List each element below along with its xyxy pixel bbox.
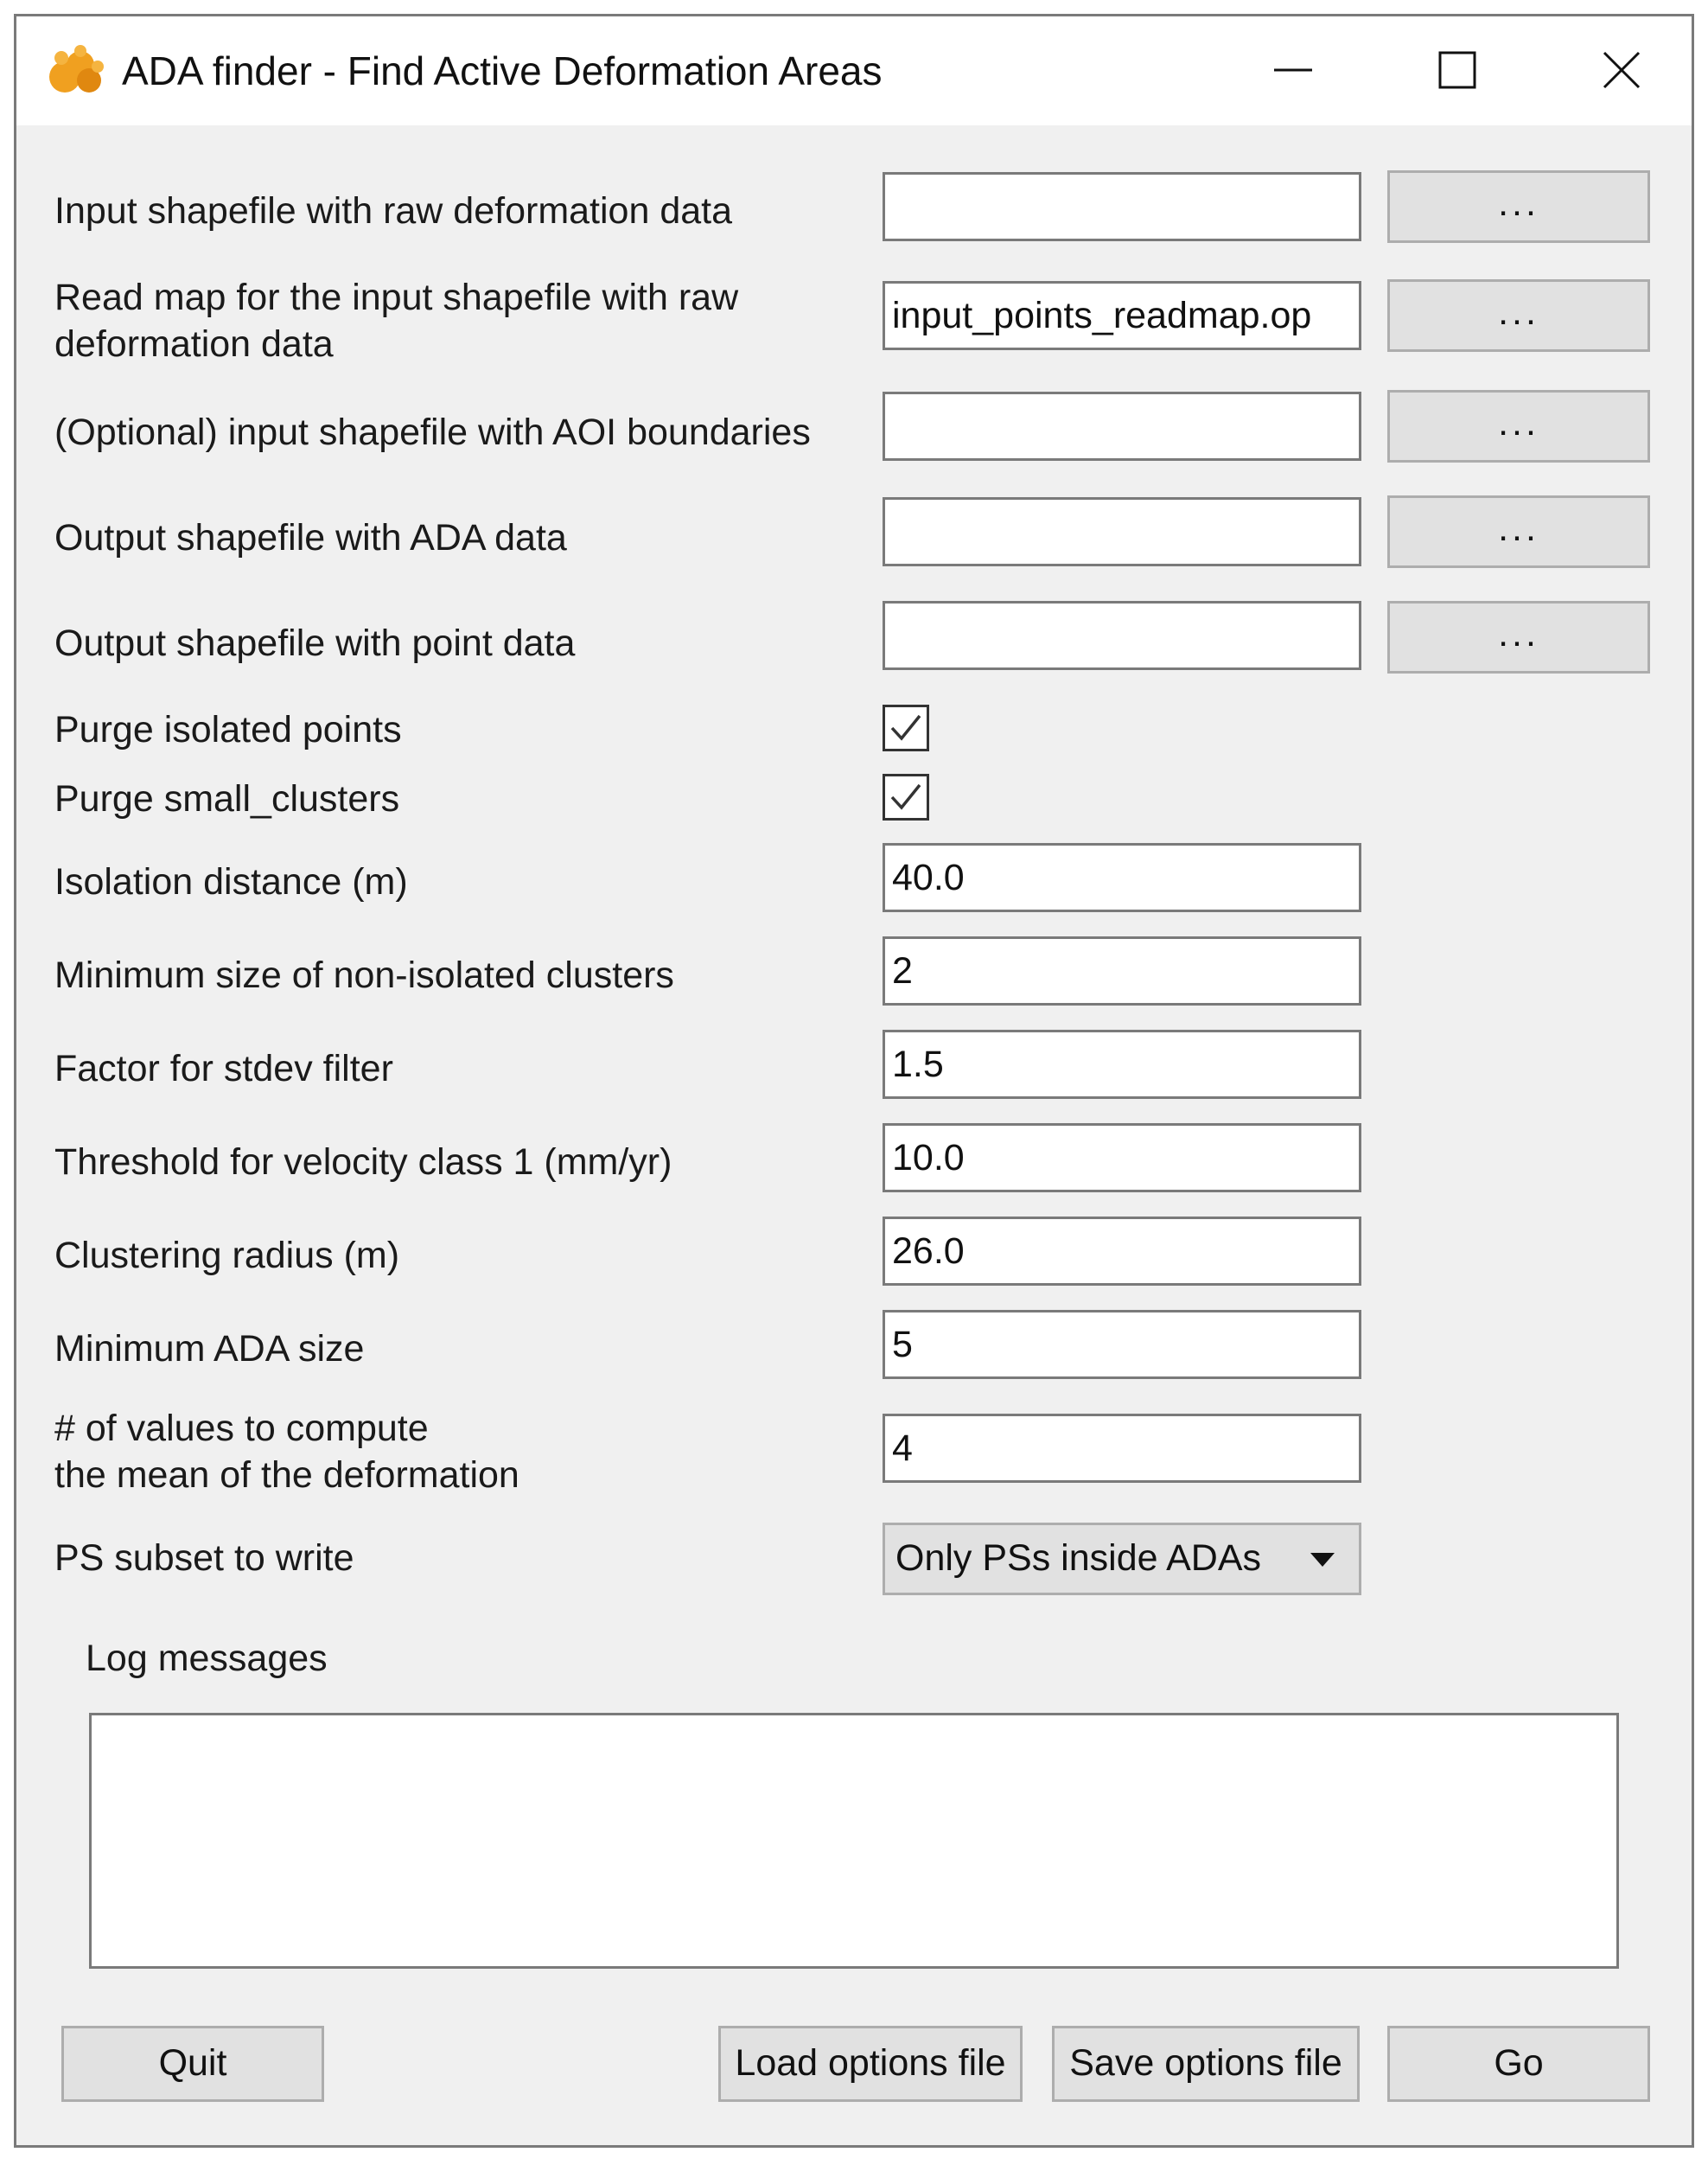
quit-button[interactable]: Quit [61,2026,324,2102]
stdev-factor-field[interactable]: 1.5 [883,1030,1361,1099]
output-points-label: Output shapefile with point data [54,623,576,664]
min-cluster-size-field[interactable]: 2 [883,936,1361,1006]
maximize-button[interactable] [1418,35,1496,106]
mean-values-label: # of values to compute the mean of the deformation [54,1408,519,1496]
mean-values-field[interactable]: 4 [883,1414,1361,1483]
stdev-factor-label: Factor for stdev filter [54,1048,393,1089]
go-button[interactable]: Go [1387,2026,1650,2102]
title-bar[interactable] [16,16,1692,125]
input-shapefile-field[interactable] [883,172,1361,241]
isolation-distance-label: Isolation distance (m) [54,861,408,903]
ps-subset-value: Only PSs inside ADAs [895,1537,1262,1579]
isolation-distance-field[interactable]: 40.0 [883,843,1361,912]
min-cluster-size-label: Minimum size of non-isolated clusters [54,955,674,996]
save-options-button[interactable]: Save options file [1052,2026,1360,2102]
output-ada-field[interactable] [883,497,1361,566]
purge-isolated-checkbox[interactable] [883,705,929,751]
close-icon [1583,35,1660,106]
minimize-icon [1254,35,1332,106]
min-ada-size-label: Minimum ADA size [54,1328,365,1370]
purge-isolated-label: Purge isolated points [54,709,402,750]
aoi-shapefile-field[interactable] [883,392,1361,461]
log-messages-area[interactable] [89,1713,1619,1969]
ps-subset-label: PS subset to write [54,1537,354,1579]
input-shapefile-label: Input shapefile with raw deformation data [54,190,733,232]
min-ada-size-field[interactable]: 5 [883,1310,1361,1379]
ada-finder-window [14,14,1694,2148]
maximize-icon [1418,35,1496,106]
output-points-field[interactable] [883,601,1361,670]
aoi-shapefile-browse-button[interactable]: ... [1387,390,1650,463]
read-map-label: Read map for the input shapefile with raw deformation data [54,277,739,365]
aoi-shapefile-label: (Optional) input shapefile with AOI boundaries [54,412,811,453]
clustering-radius-field[interactable]: 26.0 [883,1217,1361,1286]
purge-small-checkbox[interactable] [883,774,929,821]
minimize-button[interactable] [1254,35,1332,106]
output-ada-label: Output shapefile with ADA data [54,517,567,559]
ps-subset-dropdown[interactable] [883,1523,1361,1595]
load-options-button[interactable]: Load options file [718,2026,1023,2102]
window-title: ADA finder - Find Active Deformation Areas [122,48,883,93]
close-button[interactable] [1583,35,1660,106]
output-points-browse-button[interactable]: ... [1387,601,1650,674]
velocity-threshold-field[interactable]: 10.0 [883,1123,1361,1192]
ada-app-icon [46,42,106,99]
purge-small-label: Purge small_clusters [54,778,400,820]
output-ada-browse-button[interactable]: ... [1387,495,1650,568]
checkmark-icon [889,780,923,814]
read-map-browse-button[interactable]: ... [1387,279,1650,352]
log-messages-label: Log messages [86,1638,328,1679]
checkmark-icon [889,711,923,745]
dropdown-arrow-icon [1309,1551,1336,1568]
velocity-threshold-label: Threshold for velocity class 1 (mm/yr) [54,1141,672,1183]
clustering-radius-label: Clustering radius (m) [54,1235,400,1276]
input-shapefile-browse-button[interactable]: ... [1387,170,1650,243]
read-map-field[interactable]: input_points_readmap.op [883,281,1361,350]
